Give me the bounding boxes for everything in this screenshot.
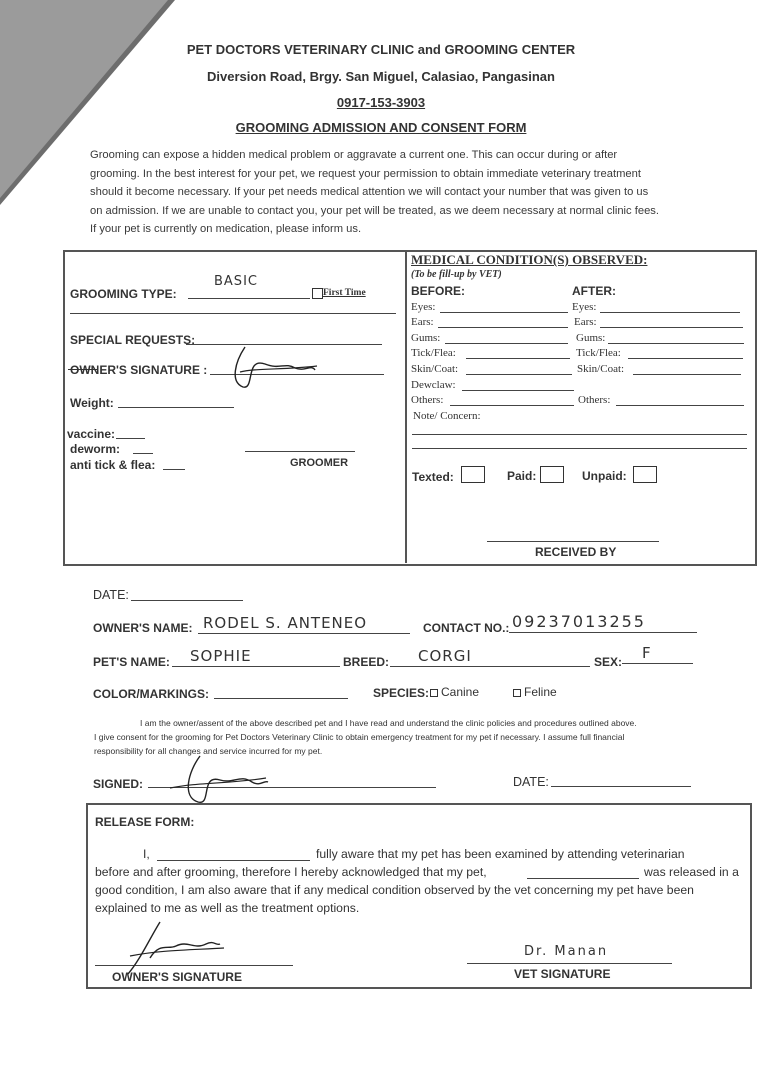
release-text-3: was released in a (644, 865, 739, 879)
groomer-label: GROOMER (290, 457, 349, 469)
before-gums-label: Gums: (411, 332, 441, 344)
grooming-type-line (188, 298, 310, 299)
first-time-checkbox[interactable] (312, 288, 323, 299)
release-vet-signature-label: VET SIGNATURE (514, 967, 611, 981)
clinic-phone: 0917-153-3903 (336, 95, 426, 110)
clinic-name: PET DOCTORS VETERINARY CLINIC and GROOMING CENTER (186, 42, 576, 57)
received-by-label: RECEIVED BY (535, 545, 617, 559)
groomer-line (245, 451, 355, 452)
before-dewclaw-label: Dewclaw: (411, 379, 456, 391)
strike-mark (68, 369, 98, 370)
after-ears-line (600, 327, 743, 328)
species-feline-checkbox[interactable] (513, 689, 521, 697)
after-skin-label: Skin/Coat: (577, 363, 625, 375)
after-tick-label: Tick/Flea: (576, 347, 621, 359)
before-others-label: Others: (411, 394, 444, 406)
vet-name-handwritten: Dr. Manan (524, 944, 609, 959)
intro-paragraph (90, 146, 696, 239)
breed-value: CORGI (418, 647, 472, 665)
anti-tick-label: anti tick & flea: (70, 458, 156, 472)
consent-date-line (551, 786, 691, 787)
unpaid-label: Unpaid: (582, 469, 627, 483)
note-line-2 (412, 448, 747, 449)
contact-label: CONTACT NO.: (423, 621, 510, 635)
date-line (131, 600, 243, 601)
deworm-line (133, 453, 153, 454)
release-i-label: I, (143, 847, 150, 861)
grooming-type-value: BASIC (214, 274, 258, 289)
after-label: AFTER: (572, 284, 616, 298)
release-text-1: fully aware that my pet has been examined by attending veterinarian (316, 847, 685, 861)
after-skin-line (633, 374, 741, 375)
release-pet-line (527, 878, 639, 879)
note-label: Note/ Concern: (413, 410, 481, 422)
consent-line-3: responsibility for all changes and service incurred for my pet. (94, 746, 323, 756)
date-label: DATE: (93, 588, 129, 602)
before-label: BEFORE: (411, 284, 465, 298)
intro-line: Grooming can expose a hidden medical problem or aggravate a current one. This can occur during or after (90, 149, 618, 161)
breed-label: BREED: (343, 655, 390, 669)
sex-value: F (642, 644, 652, 662)
paid-label: Paid: (507, 469, 537, 483)
after-tick-line (628, 358, 743, 359)
after-others-line (616, 405, 744, 406)
intro-line: grooming. In the best interest for your pet, we request your permission to obtain immediate veterinary treatment (90, 167, 641, 180)
release-title: RELEASE FORM: (95, 815, 195, 829)
after-gums-line (608, 343, 744, 344)
release-owner-signature-label: OWNER'S SIGNATURE (112, 970, 242, 984)
color-markings-label: COLOR/MARKINGS: (93, 687, 209, 701)
consent-line-2: I give consent for the grooming for Pet Doctors Veterinary Clinic to obtain emergency treatment for my pet if necessary. I assume full financial (94, 732, 625, 742)
before-ears-line (438, 327, 568, 328)
intro-line: on admission. If we are unable to contact you, your pet will be treated, as we deem necessary at normal clinic fees. (90, 204, 659, 217)
sex-label: SEX: (594, 655, 623, 669)
release-vet-signature-line (467, 963, 672, 964)
species-feline-label: Feline (524, 685, 557, 699)
consent-date-label: DATE: (513, 775, 549, 789)
before-eyes-label: Eyes: (411, 301, 436, 313)
after-gums-label: Gums: (576, 332, 606, 344)
signed-signature-scribble (160, 752, 270, 807)
sex-line (622, 663, 693, 664)
grooming-type-label: GROOMING TYPE: (70, 287, 177, 301)
consent-line-1: I am the owner/assent of the above described pet and I have read and understand the clinic policies and procedures outlined above. (140, 718, 637, 728)
texted-label: Texted: (412, 470, 454, 484)
owner-signature-label: OWNER'S SIGNATURE : (70, 363, 208, 377)
after-ears-label: Ears: (574, 316, 597, 328)
owner-signature-scribble (225, 342, 325, 392)
contact-value: 09237013255 (512, 612, 646, 631)
after-others-label: Others: (578, 394, 611, 406)
before-ears-label: Ears: (411, 316, 434, 328)
before-gums-line (445, 343, 568, 344)
release-text-5: explained to me as well as the treatment options. (95, 901, 360, 915)
color-markings-line (214, 698, 348, 699)
contact-line (509, 632, 697, 633)
before-tick-label: Tick/Flea: (411, 347, 456, 359)
vaccine-label: vaccine: (67, 427, 116, 441)
owner-name-line (198, 633, 410, 634)
paid-checkbox[interactable] (540, 466, 564, 483)
special-requests-label: SPECIAL REQUESTS: (70, 333, 196, 347)
signed-label: SIGNED: (93, 777, 144, 791)
pet-name-line (172, 666, 340, 667)
anti-tick-line (163, 469, 185, 470)
unpaid-checkbox[interactable] (633, 466, 657, 483)
first-time-label: First Time (323, 288, 366, 298)
before-eyes-line (440, 312, 568, 313)
before-others-line (450, 405, 574, 406)
species-canine-label: Canine (441, 685, 480, 699)
clinic-address: Diversion Road, Brgy. San Miguel, Calasiao, Pangasinan (207, 69, 555, 84)
species-label: SPECIES: (373, 686, 430, 700)
texted-checkbox[interactable] (461, 466, 485, 483)
breed-line (390, 666, 590, 667)
received-by-line (487, 541, 659, 542)
pet-name-label: PET'S NAME: (93, 655, 170, 669)
medical-title: MEDICAL CONDITION(S) OBSERVED: (411, 252, 648, 267)
before-dewclaw-line (462, 390, 574, 391)
grooming-extra-line (70, 313, 396, 314)
after-eyes-line (600, 312, 740, 313)
form-title: GROOMING ADMISSION AND CONSENT FORM (235, 120, 527, 135)
weight-label: Weight: (70, 396, 114, 410)
medical-subtitle: (To be fill-up by VET) (411, 269, 502, 280)
before-skin-label: Skin/Coat: (411, 363, 459, 375)
owner-name-label: OWNER'S NAME: (93, 621, 193, 635)
intro-line: should it become necessary. If your pet needs medical attention we will contact your number that was given to us (90, 186, 649, 198)
pet-name-value: SOPHIE (190, 647, 252, 665)
after-eyes-label: Eyes: (572, 301, 597, 313)
deworm-label: deworm: (70, 442, 121, 456)
owner-name-value: RODEL S. ANTENEO (203, 614, 368, 632)
before-tick-line (466, 358, 570, 359)
box-divider (405, 251, 407, 563)
vaccine-line (116, 438, 145, 439)
weight-line (118, 407, 234, 408)
release-text-2: before and after grooming, therefore I hereby acknowledged that my pet, (95, 865, 487, 879)
before-skin-line (466, 374, 572, 375)
intro-line: If your pet is currently on medication, please inform us. (90, 223, 362, 235)
note-line-1 (412, 434, 747, 435)
release-text-4: good condition, I am also aware that if any medical condition observed by the vet concerning my pet have been (95, 883, 694, 897)
species-canine-checkbox[interactable] (430, 689, 438, 697)
release-name-line (157, 860, 310, 861)
